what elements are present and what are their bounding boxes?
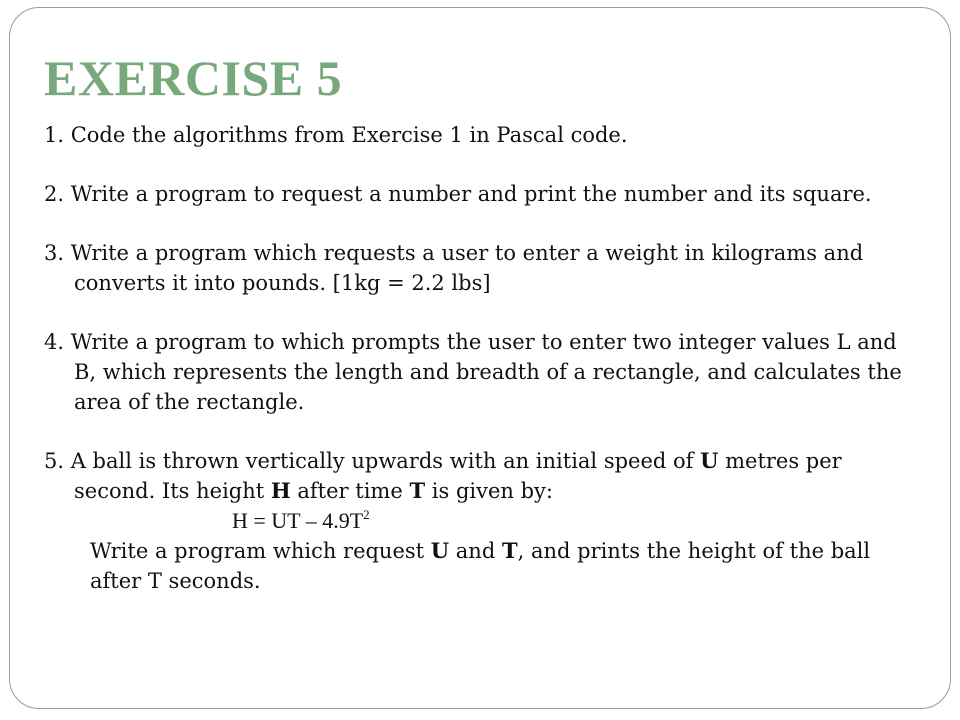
item-5-intro-b: metres per second. Its height: [74, 449, 842, 503]
task-var-t: T: [501, 538, 518, 563]
formula-main: H = UT – 4.9T: [232, 508, 364, 533]
item-5-intro-d: is given by:: [425, 479, 553, 503]
item-5-task: [74, 536, 924, 596]
slide-title: EXERCISE 5: [44, 50, 343, 106]
item-5-intro-a: 5. A ball is thrown vertically upwards with an initial speed of: [44, 449, 701, 473]
var-t: T: [409, 478, 426, 503]
task-var-u: U: [430, 538, 450, 563]
item-5-intro-c: after time: [290, 479, 410, 503]
var-u: U: [700, 448, 719, 473]
exercise-list: [44, 120, 924, 596]
exercise-item-4: 4. Write a program to which prompts the user to enter two integer values L and B, which represents the length and breadth of a rectangle, and calculates the area of the rectangle.: [44, 330, 902, 414]
task-b: and: [449, 539, 502, 563]
task-a: Write a program which request: [90, 539, 431, 563]
exercise-item-2: 2. Write a program to request a number and print the number and its square.: [44, 182, 872, 206]
var-h: H: [270, 478, 291, 503]
formula-exponent: 2: [363, 507, 370, 522]
task-c: , and prints the height of the ball after T seconds.: [90, 539, 871, 593]
exercise-item-1: 1. Code the algorithms from Exercise 1 in Pascal code.: [44, 123, 628, 147]
exercise-item-5: [44, 446, 924, 596]
height-formula: [74, 506, 924, 536]
exercise-item-3: 3. Write a program which requests a user to enter a weight in kilograms and converts it into pounds. [1kg = 2.2 lbs]: [44, 241, 864, 295]
